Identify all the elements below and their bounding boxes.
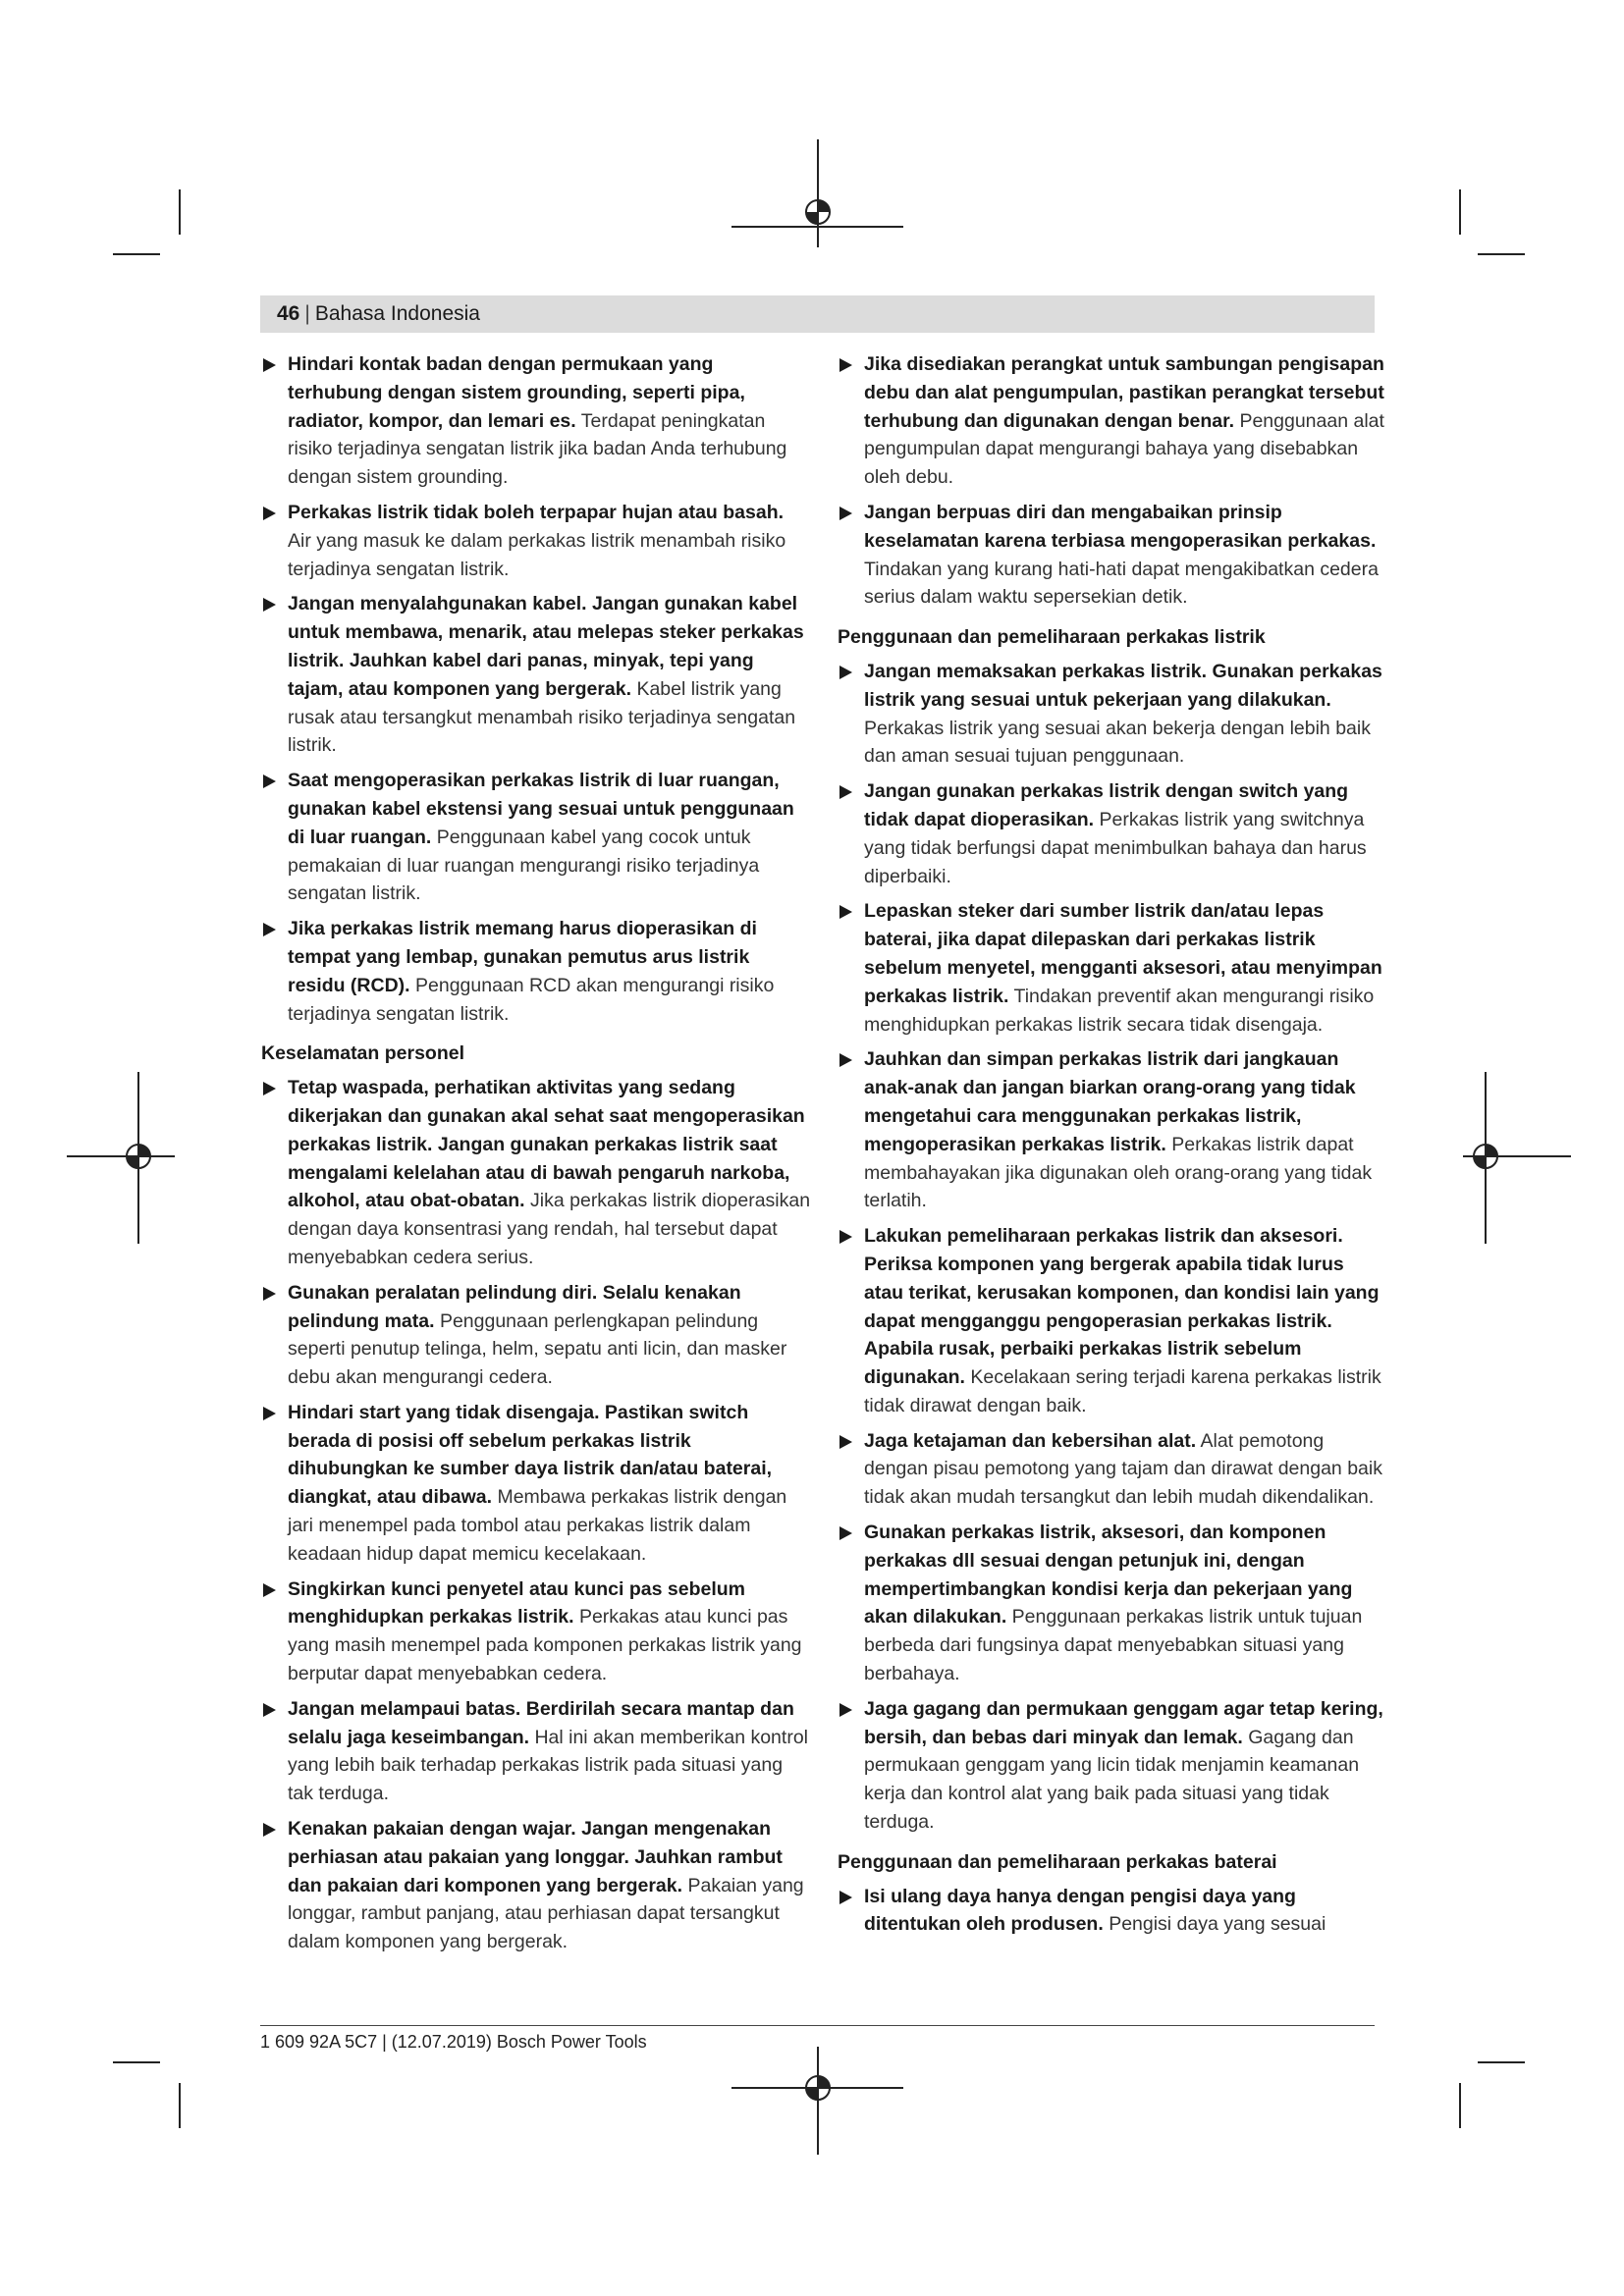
item-explanation: Penggunaan alat pengumpulan dapat mengurangi bahaya yang disebabkan oleh debu. xyxy=(864,409,1384,489)
crop-mark xyxy=(1459,189,1461,235)
item-bold-instruction: Tetap waspada, perhatikan aktivitas yang sedang dikerjakan dan gunakan akal sehat saat mengoperasikan perkakas listrik. Jangan gunakan perkakas listrik saat mengalami kelelahan atau di bawah pengaruh narkoba, alkohol, atau obat-obatan. xyxy=(288,1077,805,1212)
item-explanation: Perkakas listrik yang switchnya yang tidak berfungsi dapat menimbulkan bahaya dan harus diperbaiki. xyxy=(864,808,1367,887)
registration-target-icon xyxy=(124,1142,153,1171)
item-bold-instruction: Saat mengoperasikan perkakas listrik di luar ruangan, gunakan kabel ekstensi yang sesuai untuk penggunaan di luar ruangan. xyxy=(288,770,794,848)
item-bold-instruction: Perkakas listrik tidak boleh terpapar hujan atau basah. xyxy=(288,501,785,523)
bullet-triangle-icon xyxy=(839,1703,852,1717)
registration-line xyxy=(67,1155,175,1157)
list-item xyxy=(261,499,811,583)
item-explanation: Tindakan yang kurang hati-hati dapat mengakibatkan cedera serius dalam waktu sepersekian detik. xyxy=(864,558,1379,609)
bullet-triangle-icon xyxy=(263,1703,276,1717)
bullet-triangle-icon xyxy=(839,1435,852,1449)
registration-target-icon xyxy=(1471,1142,1500,1171)
section-heading: Penggunaan dan pemeliharaan perkakas listrik xyxy=(838,626,1266,649)
item-explanation: Penggunaan perkakas listrik untuk tujuan berbeda dari fungsinya dapat menyebabkan situasi yang berbahaya. xyxy=(864,1606,1363,1685)
bullet-triangle-icon xyxy=(839,1891,852,1904)
item-bold-instruction: Lakukan pemeliharaan perkakas listrik dan aksesori. Periksa komponen yang bergerak apabila tidak lurus atau terikat, kerusakan komponen, dan kondisi lain yang dapat mengganggu pengoperasian perkakas listrik. Apabila rusak, perbaiki perkakas listrik sebelum digunakan. xyxy=(864,1225,1380,1389)
list-item xyxy=(838,658,1387,771)
bullet-triangle-icon xyxy=(263,1287,276,1301)
item-explanation: Perkakas listrik yang sesuai akan bekerja dengan lebih baik dan aman sesuai tujuan penggunaan. xyxy=(864,717,1371,768)
list-item xyxy=(261,590,811,760)
item-bold-instruction: Jangan menyalahgunakan kabel. Jangan gunakan kabel untuk membawa, menarik, atau melepas steker perkakas listrik. Jauhkan kabel dari panas, minyak, tepi yang tajam, atau komponen yang bergerak. xyxy=(288,593,804,700)
item-explanation: Perkakas listrik dapat membahayakan jika digunakan oleh orang-orang yang tidak terlatih. xyxy=(864,1133,1373,1212)
list-item xyxy=(261,1575,811,1688)
bullet-triangle-icon xyxy=(839,358,852,372)
bullet-triangle-icon xyxy=(263,1407,276,1420)
item-bold-instruction: Gunakan peralatan pelindung diri. Selalu kenakan pelindung mata. xyxy=(288,1281,741,1332)
item-explanation: Air yang masuk ke dalam perkakas listrik menambah risiko terjadinya sengatan listrik. xyxy=(288,529,786,580)
list-item xyxy=(838,777,1387,890)
right-list-c xyxy=(838,1883,1387,1940)
header-separator: | xyxy=(304,302,310,325)
bullet-triangle-icon xyxy=(263,774,276,788)
right-list-a xyxy=(838,350,1387,612)
crop-mark xyxy=(113,2061,160,2063)
item-explanation: Penggunaan kabel yang cocok untuk pemakaian di luar ruangan mengurangi risiko terjadinya sengatan listrik. xyxy=(288,826,760,905)
footer-rule xyxy=(260,2025,1375,2026)
item-explanation: Tindakan preventif akan mengurangi risiko menghidupkan perkakas listrik secara tidak disengaja. xyxy=(864,985,1375,1036)
list-item xyxy=(838,1695,1387,1837)
item-bold-instruction: Jangan berpuas diri dan mengabaikan prinsip keselamatan karena terbiasa mengoperasikan perkakas. xyxy=(864,501,1377,552)
item-explanation: Membawa perkakas listrik dengan jari menempel pada tombol atau perkakas listrik dalam keadaan hidup dapat memicu kecelakaan. xyxy=(288,1486,787,1565)
crop-mark xyxy=(1478,253,1525,255)
item-bold-instruction: Kenakan pakaian dengan wajar. Jangan mengenakan perhiasan atau pakaian yang longgar. Jauhkan rambut dan pakaian dari komponen yang bergerak. xyxy=(288,1818,783,1896)
bullet-triangle-icon xyxy=(839,905,852,919)
list-item xyxy=(838,1222,1387,1420)
item-explanation: Jika perkakas listrik dioperasikan dengan daya konsentrasi yang rendah, hal tersebut dapat menyebabkan cedera serius. xyxy=(288,1190,811,1268)
page-number: 46 xyxy=(277,302,300,325)
list-item xyxy=(261,1695,811,1808)
list-item xyxy=(838,1045,1387,1215)
registration-target-icon xyxy=(803,197,833,227)
item-explanation: Penggunaan perlengkapan pelindung seperti penutup telinga, helm, sepatu anti licin, dan masker debu akan mengurangi cedera. xyxy=(288,1309,787,1389)
item-bold-instruction: Hindari start yang tidak disengaja. Pastikan switch berada di posisi off sebelum perkakas listrik dihubungkan ke sumber daya listrik dan/atau baterai, diangkat, atau dibawa. xyxy=(288,1401,773,1509)
bullet-triangle-icon xyxy=(263,598,276,612)
item-explanation: Kabel listrik yang rusak atau tersangkut menambah risiko terjadinya sengatan listrik. xyxy=(288,677,796,757)
bullet-triangle-icon xyxy=(263,1583,276,1597)
item-explanation: Gagang dan permukaan genggam yang licin tidak menjamin keamanan kerja dan kontrol alat yang baik pada situasi yang tidak terduga. xyxy=(864,1726,1360,1834)
bullet-triangle-icon xyxy=(263,1082,276,1095)
list-item xyxy=(261,915,811,1028)
item-explanation: Perkakas atau kunci pas yang masih menempel pada komponen perkakas listrik yang berputar dapat menyebabkan cedera. xyxy=(288,1606,802,1685)
list-item xyxy=(838,897,1387,1039)
right-list-b xyxy=(838,658,1387,1837)
item-bold-instruction: Gunakan perkakas listrik, aksesori, dan komponen perkakas dll sesuai dengan petunjuk ini, dengan mempertimbangkan kondisi kerja dan pekerjaan yang akan dilakukan. xyxy=(864,1522,1353,1629)
item-explanation: Hal ini akan memberikan kontrol yang lebih baik terhadap perkakas listrik pada situasi yang tak terduga. xyxy=(288,1726,808,1805)
item-explanation: Alat pemotong dengan pisau pemotong yang tajam dan dirawat dengan baik tidak akan mudah tersangkut dan lebih mudah dikendalikan. xyxy=(864,1429,1382,1509)
list-item xyxy=(261,1815,811,1956)
header-language: Bahasa Indonesia xyxy=(314,302,480,325)
right-column xyxy=(838,350,1387,1946)
item-bold-instruction: Jangan gunakan perkakas listrik dengan switch yang tidak dapat dioperasikan. xyxy=(864,780,1349,830)
bullet-triangle-icon xyxy=(839,1526,852,1540)
footer-text: 1 609 92A 5C7 | (12.07.2019) Bosch Power Tools xyxy=(260,2032,647,2052)
item-bold-instruction: Jangan memaksakan perkakas listrik. Gunakan perkakas listrik yang sesuai untuk pekerjaan yang dilakukan. xyxy=(864,660,1382,711)
section-heading: Penggunaan dan pemeliharaan perkakas baterai xyxy=(838,1850,1277,1873)
item-explanation: Terdapat peningkatan risiko terjadinya sengatan listrik jika badan Anda terhubung dengan sistem grounding. xyxy=(288,409,787,489)
item-bold-instruction: Jika perkakas listrik memang harus dioperasikan di tempat yang lembap, gunakan pemutus arus listrik residu (RCD). xyxy=(288,918,757,996)
item-explanation: Penggunaan RCD akan mengurangi risiko terjadinya sengatan listrik. xyxy=(288,974,775,1025)
registration-target-icon xyxy=(803,2073,833,2103)
list-item xyxy=(838,499,1387,612)
bullet-triangle-icon xyxy=(263,358,276,372)
left-list-a xyxy=(261,350,811,1028)
bullet-triangle-icon xyxy=(263,1823,276,1837)
item-bold-instruction: Jaga ketajaman dan kebersihan alat. xyxy=(864,1429,1197,1452)
item-bold-instruction: Singkirkan kunci penyetel atau kunci pas sebelum menghidupkan perkakas listrik. xyxy=(288,1577,745,1629)
crop-mark xyxy=(113,253,160,255)
item-bold-instruction: Jaga gagang dan permukaan genggam agar tetap kering, bersih, dan bebas dari minyak dan lemak. xyxy=(864,1697,1383,1748)
list-item xyxy=(261,350,811,492)
crop-mark xyxy=(179,189,181,235)
crop-mark xyxy=(179,2083,181,2128)
left-list-b xyxy=(261,1074,811,1956)
section-heading: Keselamatan personel xyxy=(261,1042,465,1065)
registration-line xyxy=(817,139,819,247)
item-bold-instruction: Jangan melampaui batas. Berdirilah secara mantap dan selalu jaga keseimbangan. xyxy=(288,1697,794,1748)
list-item xyxy=(838,1519,1387,1688)
left-column xyxy=(261,350,811,1963)
list-item xyxy=(261,767,811,908)
bullet-triangle-icon xyxy=(839,785,852,799)
item-explanation: Pakaian yang longgar, rambut panjang, atau perhiasan dapat tersangkut dalam komponen yang bergerak. xyxy=(288,1874,804,1953)
bullet-triangle-icon xyxy=(263,507,276,520)
bullet-triangle-icon xyxy=(839,1230,852,1244)
list-item xyxy=(261,1399,811,1569)
item-explanation: Kecelakaan sering terjadi karena perkakas listrik tidak dirawat dengan baik. xyxy=(864,1366,1381,1416)
list-item xyxy=(838,1427,1387,1512)
list-item xyxy=(838,350,1387,492)
bullet-triangle-icon xyxy=(263,923,276,936)
list-item xyxy=(838,1883,1387,1940)
item-bold-instruction: Isi ulang daya hanya dengan pengisi daya yang ditentukan oleh produsen. xyxy=(864,1885,1296,1936)
item-bold-instruction: Lepaskan steker dari sumber listrik dan/atau lepas baterai, jika dapat dilepaskan dari perkakas listrik sebelum menyetel, mengganti aksesori, atau menyimpan perkakas listrik. xyxy=(864,900,1382,1007)
crop-mark xyxy=(1459,2083,1461,2128)
list-item xyxy=(261,1279,811,1392)
item-bold-instruction: Jauhkan dan simpan perkakas listrik dari jangkauan anak-anak dan jangan biarkan orang-orang yang tidak mengetahui cara menggunakan perkakas listrik, mengoperasikan perkakas listrik. xyxy=(864,1048,1356,1155)
item-bold-instruction: Jika disediakan perangkat untuk sambungan pengisapan debu dan alat pengumpulan, pastikan perangkat tersebut terhubung dan digunakan dengan benar. xyxy=(864,353,1384,432)
item-bold-instruction: Hindari kontak badan dengan permukaan yang terhubung dengan sistem grounding, seperti pipa, radiator, kompor, dan lemari es. xyxy=(288,353,745,432)
bullet-triangle-icon xyxy=(839,666,852,679)
bullet-triangle-icon xyxy=(839,507,852,520)
bullet-triangle-icon xyxy=(839,1053,852,1067)
page-header xyxy=(260,295,1375,333)
item-explanation: Pengisi daya yang sesuai xyxy=(1109,1913,1326,1936)
crop-mark xyxy=(1478,2061,1525,2063)
list-item xyxy=(261,1074,811,1272)
